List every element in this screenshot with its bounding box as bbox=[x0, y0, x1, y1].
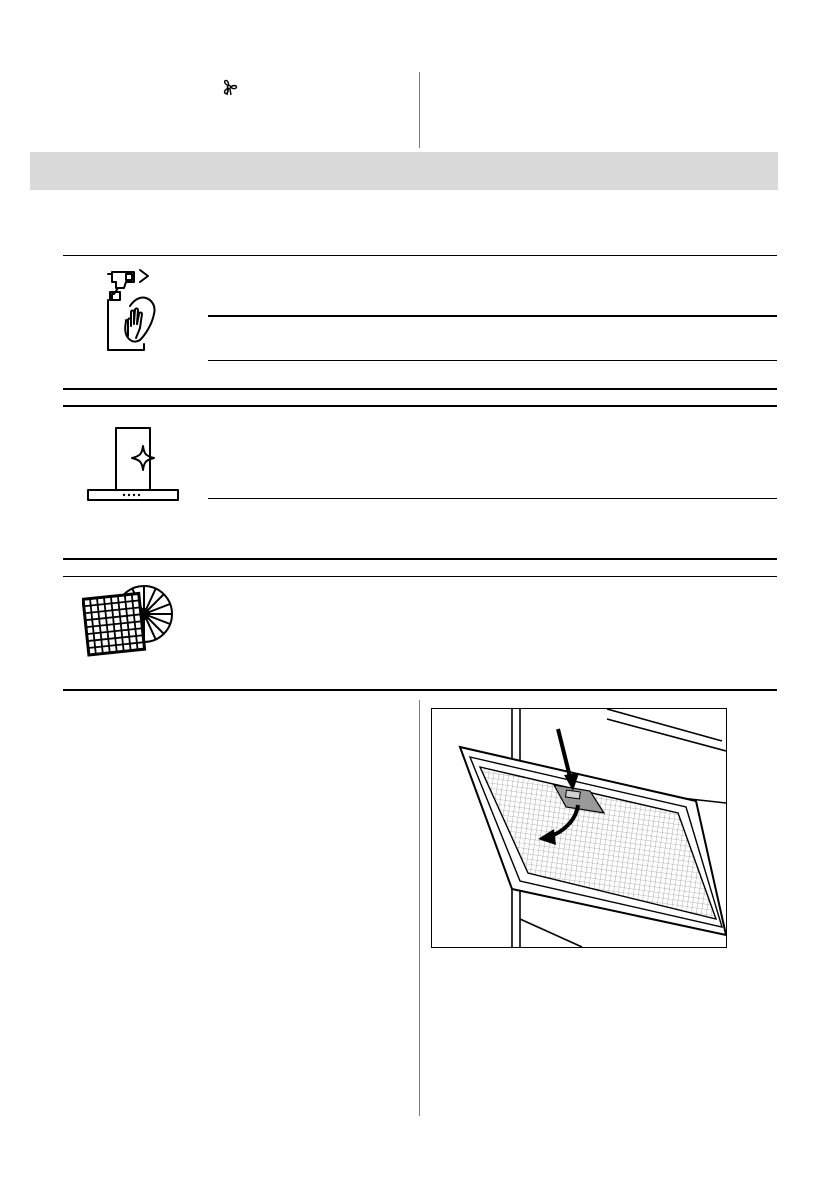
grease-filter-removal-figure bbox=[431, 708, 727, 948]
section-rule bbox=[63, 388, 777, 390]
spray-cloth-icon bbox=[100, 266, 160, 352]
section-subrule bbox=[208, 360, 777, 361]
section-rule bbox=[63, 689, 777, 691]
column-divider-top bbox=[419, 72, 420, 148]
section-rule bbox=[63, 255, 777, 256]
fan-icon bbox=[219, 78, 239, 98]
section-rule bbox=[63, 576, 777, 577]
filter-fan-icon bbox=[82, 584, 178, 660]
section-rule bbox=[63, 405, 777, 407]
filter-removal-illustration bbox=[432, 709, 726, 947]
hood-clean-icon bbox=[84, 424, 182, 504]
section-heading-band bbox=[30, 152, 778, 190]
section-subrule bbox=[208, 315, 777, 317]
column-divider-bottom bbox=[419, 700, 420, 1116]
section-rule bbox=[63, 558, 777, 560]
section-subrule bbox=[208, 498, 777, 499]
